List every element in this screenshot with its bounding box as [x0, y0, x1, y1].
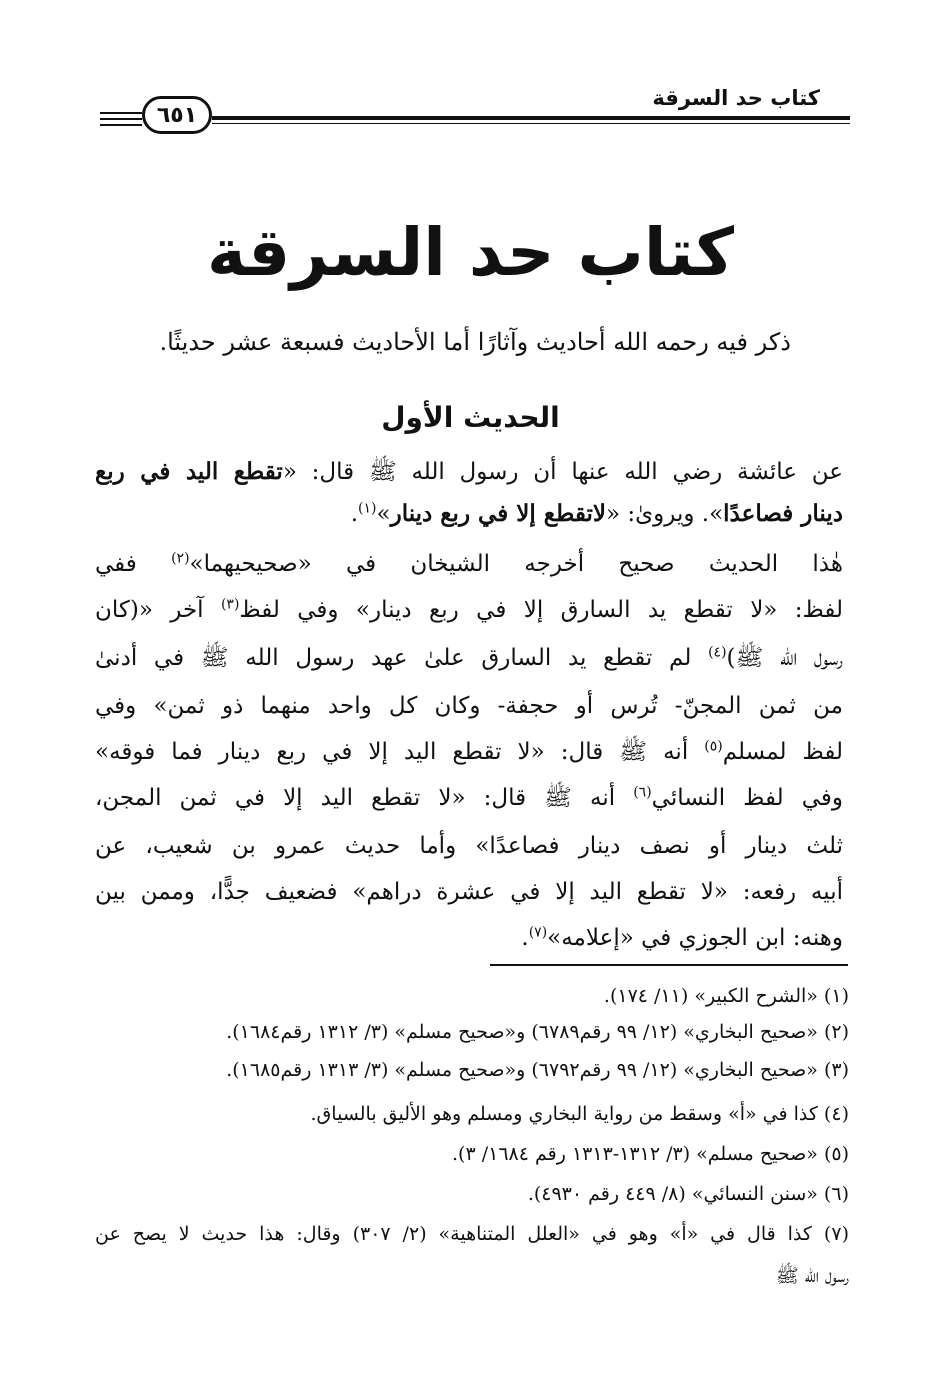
- running-title: كتاب حد السرقة: [652, 86, 820, 110]
- text-span: لفظ لمسلم: [722, 739, 844, 765]
- hadith-text: تقطع اليد في ربع: [95, 458, 283, 485]
- text-span: ففي: [95, 551, 172, 577]
- text-span: وفي لفظ النسائي: [651, 785, 843, 811]
- text-span: أنه ﷺ قال: «لا تقطع اليد إلا في ربع دينار فما فوقه»: [95, 739, 705, 765]
- header-rule-left: [100, 112, 142, 114]
- body-line: [95, 778, 843, 818]
- body-line: [95, 732, 843, 772]
- footnote: (١) «الشرح الكبير» (١١/ ١٧٤).: [603, 985, 849, 1007]
- text-span: وهنه: ابن الجوزي في «إعلامه»: [547, 925, 843, 951]
- footnote: (٢) «صحيح البخاري» (١٢/ ٩٩ رقم٦٧٨٩) و«صحيح مسلم» (٣/ ١٣١٢ رقم١٦٨٤).: [226, 1021, 849, 1043]
- footnote: (٤) كذا في «أ» وسقط من رواية البخاري ومسلم وهو الأليق بالسياق.: [310, 1103, 849, 1125]
- footnote-ref[interactable]: (٤): [708, 644, 727, 661]
- text-span: أنه ﷺ قال: «لا تقطع اليد إلا في ثمن المجن،: [95, 785, 634, 811]
- text-span: رسول الله ﷺ): [726, 645, 843, 671]
- footnote-continuation: رسول الله ﷺ: [775, 1265, 849, 1287]
- footnote-separator: [490, 964, 848, 966]
- page-number: ٦٥١: [142, 96, 212, 134]
- body-line: [95, 452, 843, 492]
- body-line: [95, 544, 843, 584]
- header-rule-left: [100, 118, 142, 120]
- text-span: هٰذا الحديث صحيح أخرجه الشيخان في «صحيحيهما»: [189, 551, 843, 577]
- body-line: من ثمن المجنّ- تُرس أو حجفة- وكان كل واحد منهما ذو ثمن» وفي: [95, 693, 843, 719]
- footnote-ref[interactable]: (٢): [171, 550, 190, 567]
- footnote-ref[interactable]: (٥): [704, 738, 723, 755]
- header-rule-left: [100, 124, 142, 126]
- footnote: (٣) «صحيح البخاري» (١٢/ ٩٩ رقم٦٧٩٢) و«صحيح مسلم» (٣/ ١٣١٣ رقم١٦٨٥).: [226, 1059, 849, 1081]
- footnote: (٧) كذا قال في «أ» وهو في «العلل المتناهية» (٢/ ٣٠٧) وقال: هذا حديث لا يصح عن: [95, 1223, 849, 1245]
- body-line: ثلث دينار أو نصف دينار فصاعدًا» وأما حديث عمرو بن شعيب، عن: [95, 833, 843, 859]
- text-span: آخر «(كان: [95, 597, 221, 623]
- text-span: عن عائشة رضي الله عنها أن رسول الله ﷺ قال: «: [282, 459, 843, 485]
- text-span: ». ويروىٰ: «: [606, 501, 724, 527]
- header-rule-thin: [212, 123, 850, 124]
- running-header: [100, 82, 850, 132]
- text-span: .: [350, 501, 359, 527]
- footnote-ref[interactable]: (٧): [528, 924, 548, 941]
- footnote-ref[interactable]: (١): [358, 500, 377, 517]
- chapter-title: كتاب حد السرقة: [207, 214, 734, 291]
- text-span: .: [521, 925, 529, 951]
- body-line: [95, 918, 843, 958]
- footnote-ref[interactable]: (٣): [220, 596, 240, 613]
- body-line: أبيه رفعه: «لا تقطع اليد إلا في عشرة دراهم» فضعيف جدًّا، وممن بين: [95, 879, 843, 905]
- text-span: »: [376, 501, 391, 527]
- section-heading: الحديث الأول: [381, 401, 560, 434]
- intro-paragraph: ذكر فيه رحمه الله أحاديث وآثارًا أما الأحاديث فسبعة عشر حديثًا.: [159, 328, 791, 356]
- footnote: (٥) «صحيح مسلم» (٣/ ١٣١٢-١٣١٣ رقم ١٦٨٤/ ٣).: [452, 1143, 849, 1165]
- body-line: [95, 590, 843, 630]
- hadith-text: لاتقطع إلا في ربع دينار: [390, 500, 607, 527]
- header-rule-thick: [212, 116, 850, 120]
- text-span: لفظ: «لا تقطع يد السارق إلا في ربع دينار» وفي لفظ: [239, 597, 843, 623]
- text-span: لم تقطع يد السارق علىٰ عهد رسول الله ﷺ في أدنىٰ: [95, 645, 709, 671]
- footnote: (٦) «سنن النسائي» (٨/ ٤٤٩ رقم ٤٩٣٠).: [527, 1183, 849, 1205]
- hadith-text: دينار فصاعدًا: [723, 500, 843, 527]
- footnote-ref[interactable]: (٦): [633, 784, 652, 801]
- body-line: [95, 638, 843, 678]
- body-line: [95, 494, 843, 534]
